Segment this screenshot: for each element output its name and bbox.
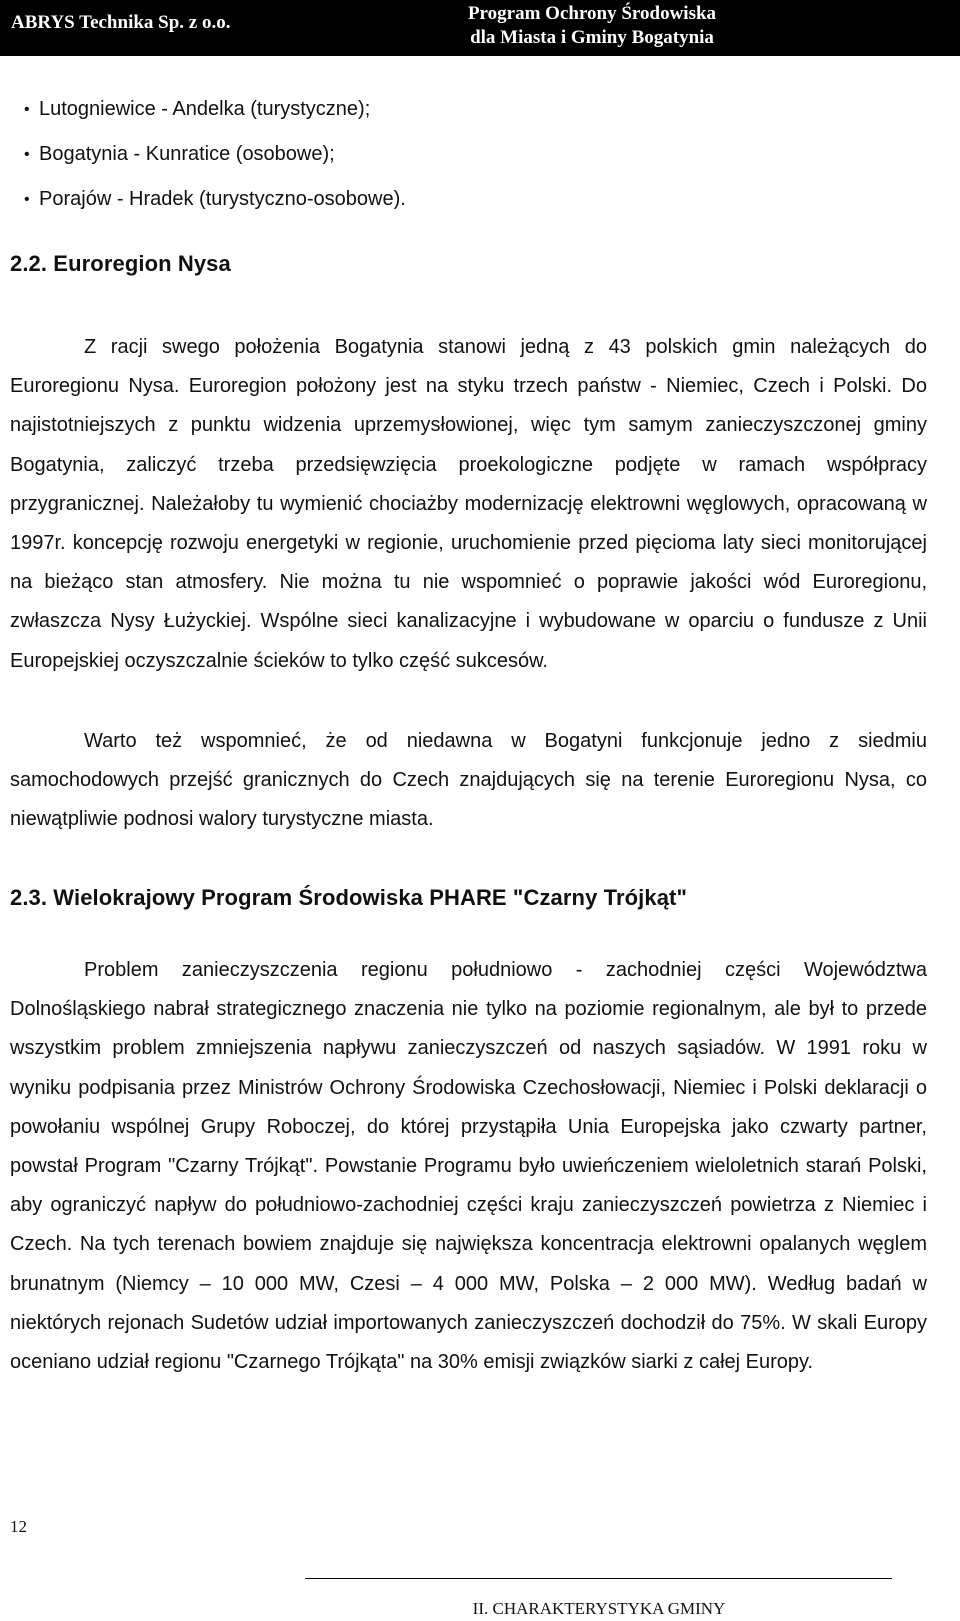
bullet-icon: • (24, 101, 30, 118)
page-header (0, 0, 960, 56)
header-program-title (427, 2, 757, 50)
list-item (10, 177, 927, 222)
footer-divider (305, 1578, 892, 1579)
bullet-icon: • (24, 191, 30, 208)
section-heading-2-3: 2.3. Wielokrajowy Program Środowiska PHARE "Czarny Trójkąt" (10, 885, 687, 910)
paragraph-border-crossings: Warto też wspomnieć, że od niedawna w Bogatyni funkcjonuje jedno z siedmiu samochodowych przejść granicznych do Czech znajdujących się na terenie Euroregionu Nysa, co niewątpliwie podnosi walory turystyczne miasta. (10, 730, 927, 831)
footer-chapter-title: II. CHARAKTERYSTYKA GMINY (472, 1599, 726, 1618)
list-item-text: Lutogniewice - Andelka (turystyczne); (39, 98, 371, 120)
list-item (10, 87, 927, 132)
header-program-line2: dla Miasta i Gminy Bogatynia (470, 27, 714, 48)
paragraph-black-triangle: Problem zanieczyszczenia regionu południowo - zachodniej części Województwa Dolnośląskiego nabrał strategicznego znaczenia nie tylko na poziomie regionalnym, ale był to przede wszystkim problem zmniejszenia napływu zanieczyszczeń od naszych sąsiadów. W 1991 roku w wyniku podpisania przez Ministrów Ochrony Środowiska Czechosłowacji, Niemiec i Polski deklaracji o powołaniu wspólnej Grupy Roboczej, do której przystąpiła Unia Europejska jako czwarty partner, powstał Program "Czarny Trójkąt". Powstanie Programu było uwieńczeniem wieloletnich starań Polski, aby ograniczyć napływ do południowo-zachodniej części kraju zanieczyszczeń powietrza z Niemiec i Czech. Na tych terenach bowiem znajduje się największa koncentracja elektrowni opalanych węglem brunatnym (Niemcy – 10 000 MW, Czesi – 4 000 MW, Polska – 2 000 MW). Według badań w niektórych rejonach Sudetów udział importowanych zanieczyszczeń dochodził do 75%. W skali Europy oceniano udział regionu "Czarnego Trójkąta" na 30% emisji związków siarki z całej Europy. (10, 959, 927, 1374)
border-crossing-list (10, 87, 927, 222)
header-program-line1: Program Ochrony Środowiska (467, 3, 717, 24)
section-heading-2-2: 2.2. Euroregion Nysa (10, 251, 231, 276)
list-item (10, 132, 927, 177)
header-company: ABRYS Technika Sp. z o.o. (11, 12, 231, 33)
bullet-icon: • (24, 146, 30, 163)
list-item-text: Porajów - Hradek (turystyczno-osobowe). (39, 188, 406, 210)
page-number: 12 (10, 1517, 27, 1536)
list-item-text: Bogatynia - Kunratice (osobowe); (39, 143, 335, 165)
paragraph-euroregion: Z racji swego położenia Bogatynia stanowi jedną z 43 polskich gmin należących do Euroregionu Nysa. Euroregion położony jest na styku trzech państw - Niemiec, Czech i Polski. Do najistotniejszych z punktu widzenia uprzemysłowionej, więc tym samym zanieczyszczonej gminy Bogatynia, zaliczyć trzeba przedsięwzięcia proekologiczne podjęte w ramach współpracy przygranicznej. Należałoby tu wymienić chociażby modernizację elektrowni węglowych, opracowaną w 1997r. koncepcję rozwoju energetyki w regionie, uruchomienie przed pięcioma laty sieci monitorującej na bieżąco stan atmosfery. Nie można tu nie wspomnieć o poprawie jakości wód Euroregionu, zwłaszcza Nysy Łużyckiej. Wspólne sieci kanalizacyjne i wybudowane w oparciu o fundusze z Unii Europejskiej oczyszczalnie ścieków to tylko część sukcesów. (10, 336, 927, 672)
